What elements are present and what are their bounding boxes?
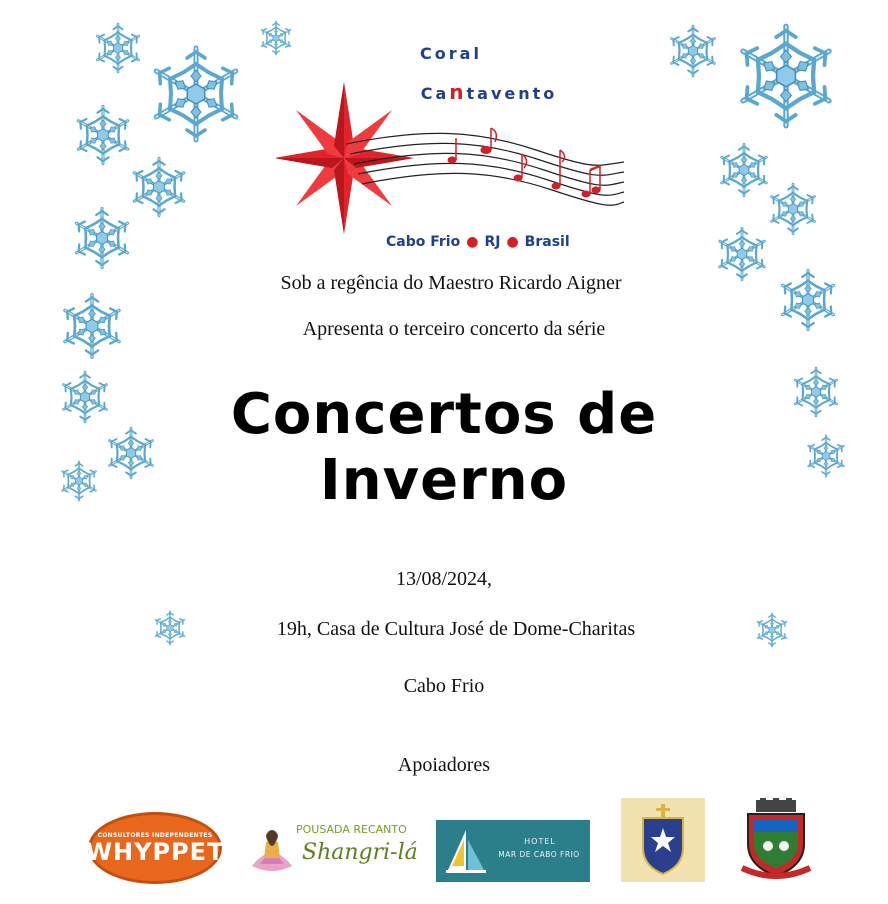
- bullet-icon: ●: [466, 234, 479, 250]
- diocese-crest-logo: [621, 798, 705, 882]
- hotel-line1: HOTEL: [524, 837, 556, 846]
- hotel-line2: MAR DE CABO FRIO: [498, 850, 580, 859]
- event-date: 13/08/2024,: [395, 568, 493, 590]
- whyppet-tagline: CONSULTORES INDEPENDENTES: [97, 831, 213, 839]
- snowflake-icon: [732, 22, 840, 130]
- logo-location: [386, 234, 570, 250]
- event-time-place: 19h, Casa de Cultura José de Dome-Charitas: [276, 618, 636, 640]
- snowflake-icon: [72, 104, 134, 166]
- city-coat-of-arms-logo: [734, 798, 818, 882]
- event-city: Cabo Frio: [403, 675, 485, 697]
- logo-coral-text: Coral: [420, 44, 482, 63]
- logo-name-suffix: tavento: [466, 84, 558, 103]
- presents-line: Apresenta o terceiro concerto da série: [302, 318, 606, 340]
- whyppet-logo: [85, 812, 225, 884]
- logo-name-accent: n: [449, 80, 467, 104]
- whyppet-name: WHYPPET: [85, 837, 225, 866]
- logo-city: Cabo Frio: [386, 234, 461, 250]
- hotel-logo: [436, 820, 590, 882]
- logo-country: Brasil: [524, 234, 570, 250]
- concert-title-line1: Concertos de: [230, 382, 658, 447]
- snowflake-icon: [766, 182, 820, 236]
- pousada-script-text: Shangri-lá: [302, 840, 418, 865]
- snowflake-icon: [128, 156, 190, 218]
- sponsors-heading: Apoiadores: [397, 754, 491, 776]
- concert-title-line2: Inverno: [319, 448, 569, 513]
- bullet-icon: ●: [506, 234, 519, 250]
- snowflake-icon: [716, 142, 772, 198]
- sailboat-icon: [442, 826, 490, 876]
- compass-star-music-logo: [276, 78, 626, 239]
- regency-line: Sob a regência do Maestro Ricardo Aigner: [280, 272, 622, 294]
- pousada-logo: [246, 820, 422, 880]
- lotus-meditation-icon: [246, 824, 298, 876]
- logo-state: RJ: [484, 234, 501, 250]
- logo-name-prefix: Ca: [420, 84, 450, 103]
- snowflake-icon: [70, 206, 134, 270]
- pousada-top-text: POUSADA RECANTO: [296, 823, 407, 836]
